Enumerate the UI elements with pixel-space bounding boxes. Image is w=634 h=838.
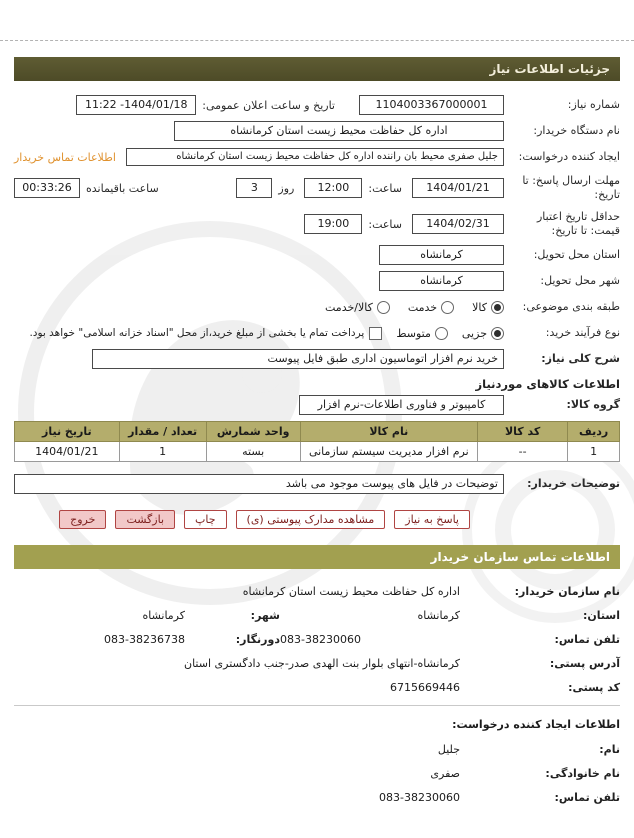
price-validity-label: حداقل تاریخ اعتبار قیمت: تا تاریخ:: [536, 209, 620, 237]
row-last-name: [14, 767, 620, 780]
buyer-org-field[interactable]: اداره کل حفاظت محیط زیست استان کرمانشاه: [174, 121, 504, 140]
row-creator-phone: [14, 791, 620, 804]
first-name-label: نام:: [599, 743, 620, 756]
row-first-name: [14, 743, 620, 756]
radio-option-service[interactable]: [408, 301, 454, 314]
delivery-province-label: استان محل تحویل:: [533, 247, 620, 261]
row-buyer-notes: [14, 470, 620, 498]
contact-divider: [14, 705, 620, 706]
validity-date-field[interactable]: 1404/02/31: [412, 214, 504, 233]
postal-address-label: آدرس پستی:: [549, 657, 620, 670]
need-details-form: [0, 81, 634, 529]
cell-unit: بسته: [206, 442, 300, 462]
last-name-value: صفری: [430, 767, 460, 780]
goods-group-field[interactable]: کامپیوتر و فناوری اطلاعات-نرم افزار: [299, 395, 504, 414]
col-unit: واحد شمارش: [206, 422, 300, 442]
postal-code-label: کد پستی:: [568, 681, 620, 694]
row-buyer-org: [14, 121, 620, 141]
row-phone-fax: [14, 633, 620, 646]
respond-button[interactable]: پاسخ به نیاز: [394, 510, 470, 529]
postal-address-value: کرمانشاه-انتهای بلوار بنت الهدی صدر-جنب دادگستری استان: [184, 657, 460, 670]
need-description-label: شرح کلی نیاز:: [541, 351, 620, 365]
day-label: روز: [278, 181, 295, 195]
radio-option-petty[interactable]: [462, 327, 504, 340]
exit-button[interactable]: خروج: [59, 510, 106, 529]
dashed-separator: [0, 40, 634, 41]
row-province-city: [14, 609, 620, 622]
row-subject-classification: [14, 297, 620, 317]
radio-option-medium[interactable]: [396, 327, 448, 340]
radio-goods-icon[interactable]: [491, 301, 504, 314]
goods-group-label: گروه کالا:: [566, 397, 620, 411]
back-button[interactable]: بازگشت: [115, 510, 175, 529]
need-number-label: شماره نیاز:: [567, 97, 620, 111]
city-label: شهر:: [250, 609, 280, 622]
phone-label: تلفن تماس:: [554, 633, 620, 646]
validity-time-field[interactable]: 19:00: [304, 214, 362, 233]
goods-section-title: اطلاعات کالاهای موردنیاز: [475, 377, 620, 391]
table-row: [15, 442, 620, 462]
city-value: کرمانشاه: [142, 609, 185, 622]
fax-value: 083-38236738: [104, 633, 185, 646]
need-number-field[interactable]: 1104003367000001: [359, 95, 504, 114]
cell-item-code: --: [477, 442, 567, 462]
first-name-value: جلیل: [437, 743, 460, 756]
row-request-creator: [14, 147, 620, 167]
org-name-value: اداره کل حفاظت محیط زیست استان کرمانشاه: [242, 585, 460, 598]
radio-option-goods[interactable]: [472, 301, 504, 314]
action-buttons: [14, 510, 620, 529]
radio-service-label: خدمت: [407, 300, 438, 314]
days-field[interactable]: 3: [236, 178, 272, 197]
radio-petty-label: جزیی: [461, 326, 487, 340]
last-name-label: نام خانوادگی:: [545, 767, 620, 780]
validity-hour-label: ساعت:: [368, 217, 402, 231]
section-header-buyer-contact: [14, 545, 620, 569]
cell-need-date: 1404/01/21: [15, 442, 120, 462]
request-creator-label: ایجاد کننده درخواست:: [518, 149, 620, 163]
row-delivery-province: [14, 245, 620, 265]
row-price-validity: [14, 209, 620, 239]
radio-goods-label: کالا: [472, 300, 487, 314]
cell-row-number: 1: [568, 442, 620, 462]
buyer-contact-info: [0, 569, 634, 804]
buyer-notes-field[interactable]: توضیحات در فایل های پیوست موجود می باشد: [14, 474, 504, 493]
row-goods-group: [14, 395, 620, 415]
radio-goods-service-label: کالا/خدمت: [325, 300, 373, 314]
col-need-date: تاریخ نیاز: [15, 422, 120, 442]
radio-medium-icon[interactable]: [435, 327, 448, 340]
cell-item-name: نرم افزار مدیریت سیستم سازمانی: [300, 442, 477, 462]
col-item-code: کد کالا: [477, 422, 567, 442]
province-value: کرمانشاه: [417, 609, 460, 622]
row-need-description: [14, 349, 620, 369]
col-quantity: تعداد / مقدار: [119, 422, 206, 442]
purchase-process-label: نوع فرآیند خرید:: [545, 325, 620, 339]
request-creator-field[interactable]: جلیل صفری محیط بان راننده اداره کل حفاظت محیط زیست استان کرمانشاه: [126, 148, 504, 166]
row-delivery-city: [14, 271, 620, 291]
province-label: استان:: [583, 609, 620, 622]
phone-value: 083-38230060: [280, 633, 361, 646]
radio-goods-service-icon[interactable]: [377, 301, 390, 314]
section-title-buyer-contact: اطلاعات تماس سازمان خریدار: [430, 550, 610, 564]
treasury-checkbox[interactable]: [369, 327, 382, 340]
deadline-date-field[interactable]: 1404/01/21: [412, 178, 504, 197]
row-response-deadline: [14, 173, 620, 203]
org-name-label: نام سازمان خریدار:: [514, 585, 620, 598]
deadline-hour-label: ساعت:: [368, 181, 402, 195]
col-item-name: نام کالا: [300, 422, 477, 442]
announce-datetime-field: 1404/01/18- 11:22: [76, 95, 196, 114]
items-table-header-row: [15, 422, 620, 442]
row-postal-address: [14, 657, 620, 670]
row-need-number: [14, 95, 620, 115]
radio-option-goods-service[interactable]: [325, 301, 390, 314]
remaining-hours-label: ساعت باقیمانده: [86, 181, 159, 195]
col-row-number: ردیف: [568, 422, 620, 442]
subject-classification-label: طبقه بندی موضوعی:: [522, 299, 620, 313]
section-title-need-details: جزئیات اطلاعات نیاز: [489, 62, 610, 76]
row-org-name: [14, 585, 620, 598]
creator-info-title: اطلاعات ایجاد کننده درخواست:: [452, 718, 620, 731]
fax-label: دورنگار:: [235, 633, 280, 646]
buyer-org-label: نام دستگاه خریدار:: [533, 123, 620, 137]
delivery-city-label: شهر محل تحویل:: [540, 273, 620, 287]
buyer-notes-label: توضیحات خریدار:: [527, 476, 620, 490]
top-margin: [0, 0, 634, 40]
deadline-time-field[interactable]: 12:00: [304, 178, 362, 197]
section-header-need-details: [14, 57, 620, 81]
radio-service-icon[interactable]: [441, 301, 454, 314]
response-deadline-label: مهلت ارسال پاسخ: تا تاریخ:: [522, 173, 620, 201]
buyer-contact-link[interactable]: اطلاعات تماس خریدار: [14, 150, 116, 164]
radio-medium-label: متوسط: [396, 326, 431, 340]
row-purchase-process-type: [14, 323, 620, 343]
cell-quantity: 1: [119, 442, 206, 462]
row-postal-code: [14, 681, 620, 694]
need-description-field[interactable]: خرید نرم افزار اتوماسیون اداری طبق فایل پیوست: [92, 349, 504, 368]
treasury-note: پرداخت تمام یا بخشی از مبلغ خرید،از محل "اسناد خزانه اسلامی" خواهد بود.: [29, 327, 365, 339]
radio-petty-icon[interactable]: [491, 327, 504, 340]
creator-phone-value: 083-38230060: [379, 791, 460, 804]
announce-datetime-label: تاریخ و ساعت اعلان عمومی:: [202, 98, 335, 112]
view-attachments-button[interactable]: مشاهده مدارک پیوستی (ی): [236, 510, 386, 529]
print-button[interactable]: چاپ: [184, 510, 227, 529]
creator-phone-label: تلفن تماس:: [554, 791, 620, 804]
postal-code-value: 6715669446: [390, 681, 460, 694]
delivery-province-field[interactable]: کرمانشاه: [379, 245, 504, 264]
remaining-hours-field: 00:33:26: [14, 178, 80, 197]
items-table: [14, 421, 620, 462]
delivery-city-field[interactable]: کرمانشاه: [379, 271, 504, 290]
